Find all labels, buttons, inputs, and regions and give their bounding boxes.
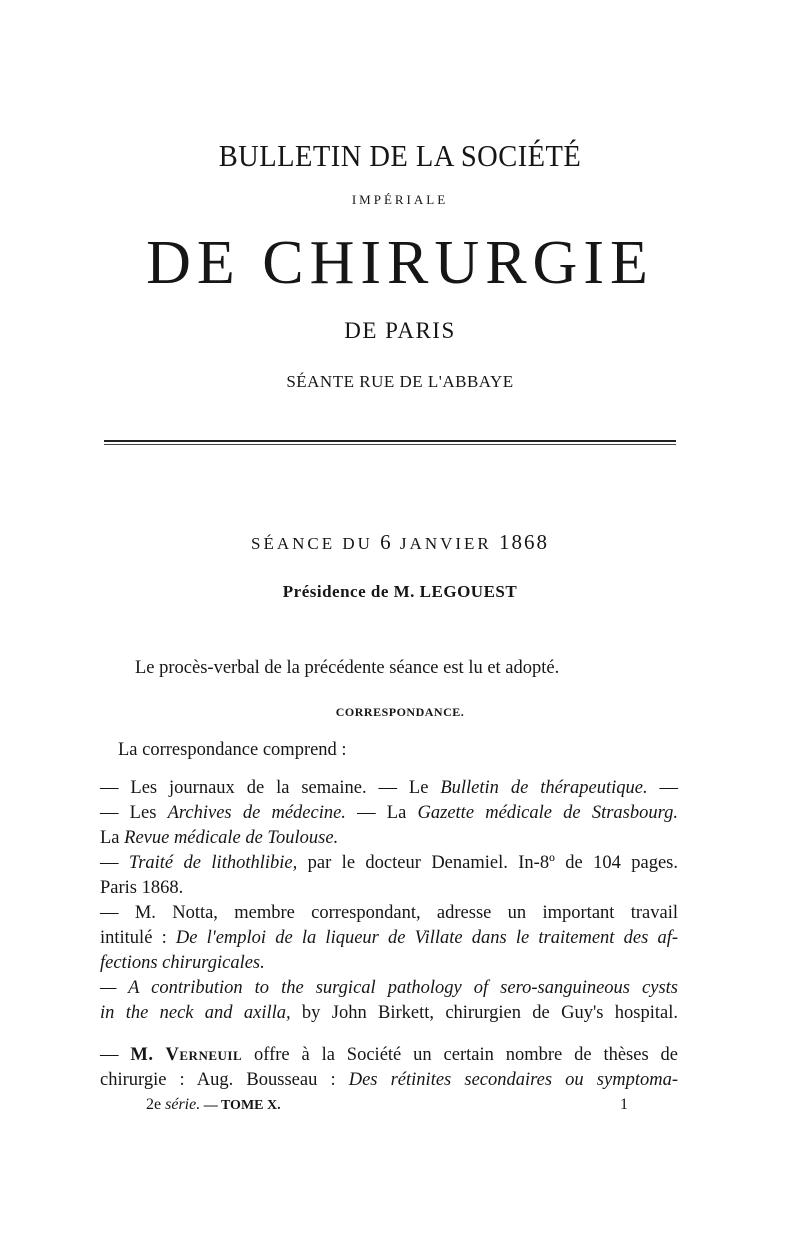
du-word: DU (342, 534, 373, 553)
header-rule (104, 440, 676, 442)
imperiale-line: IMPÉRIALE (351, 192, 449, 207)
correspondance-intro: La correspondance comprend : (118, 740, 347, 760)
text-line: fections chirurgicales. (100, 953, 265, 973)
text-line: — Les Archives de médecine. — La Gazette médicale de Strasbourg. (100, 803, 678, 823)
text-line: La Revue médicale de Toulouse. (100, 828, 339, 848)
text-line: — Les journaux de la semaine. — Le Bulletin de thérapeutique. — (100, 778, 678, 798)
text-line: in the neck and axilla, by John Birkett, chirurgien de Guy's hospital. (100, 1003, 678, 1023)
proces-verbal-paragraph: Le procès-verbal de la précédente séance est lu et adopté. (135, 658, 560, 678)
header-rule-thin (104, 444, 676, 445)
text-line: — A contribution to the surgical pathology of sero-sanguineous cysts (100, 978, 678, 998)
bulletin-title-line: BULLETIN DE LA SOCIÉTÉ (218, 138, 582, 173)
text-line: intitulé : De l'emploi de la liqueur de Villate dans le traitement des af- (100, 928, 678, 948)
main-title: DE CHIRURGIE (146, 229, 654, 297)
session-day: 6 (380, 530, 393, 554)
text-line: — M. Verneuil offre à la Société un certain nombre de thèses de (100, 1045, 679, 1065)
text-line: Paris 1868. (100, 878, 184, 898)
text-line: — Traité de lithothlibie, par le docteur Denamiel. In-8º de 104 pages. (100, 853, 679, 873)
session-heading (0, 530, 800, 555)
address-line: SÉANTE RUE DE L'ABBAYE (286, 372, 514, 391)
de-paris-line: DE PARIS (344, 318, 456, 343)
page-number: 1 (620, 1096, 628, 1113)
session-month: JANVIER (399, 534, 492, 553)
correspondance-heading: CORRESPONDANCE. (335, 705, 465, 719)
text-line: — M. Notta, membre correspondant, adresse un important travail (100, 903, 678, 923)
footer-series: 2e série. — TOME X. (146, 1096, 281, 1113)
presidence-line: Présidence de M. LEGOUEST (282, 582, 518, 601)
session-year: 1868 (499, 530, 550, 554)
seance-word: SÉANCE (250, 534, 336, 553)
text-line: chirurgie : Aug. Bousseau : Des rétinites secondaires ou symptoma- (100, 1070, 678, 1090)
